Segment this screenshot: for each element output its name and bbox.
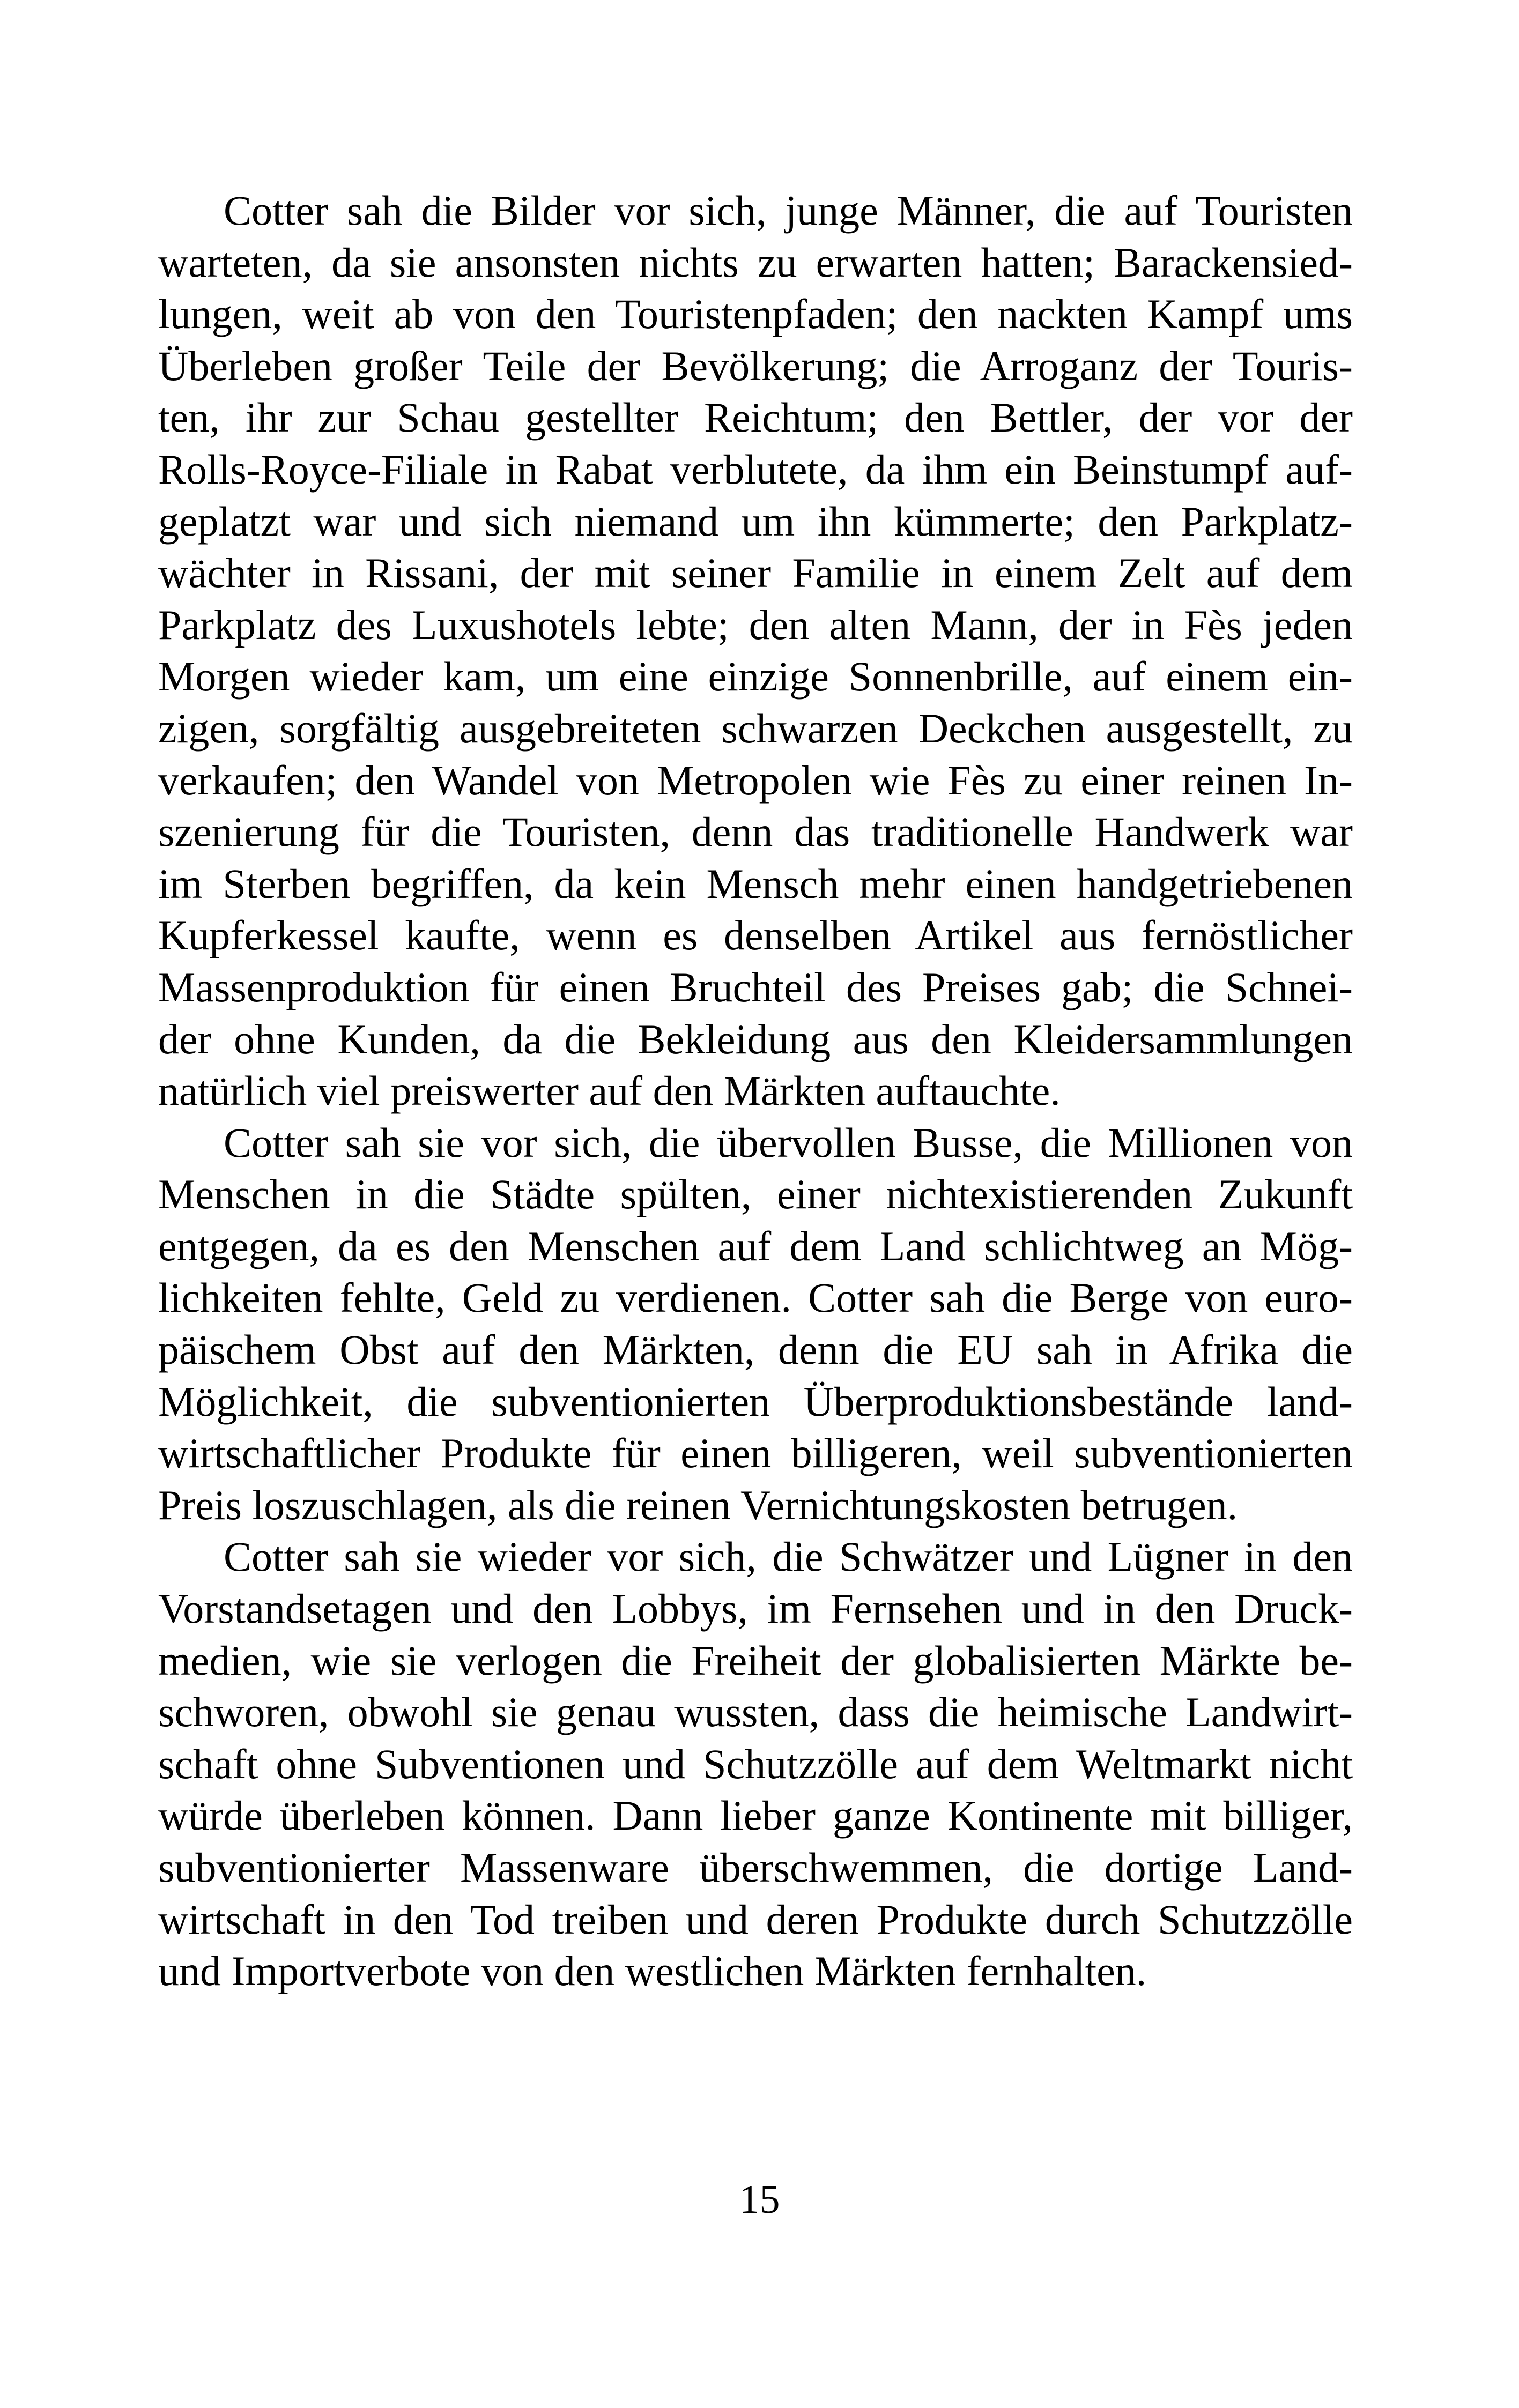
text-line: Menschen in die Städte spülten, einer nichtexistierenden Zukunft xyxy=(158,1171,1353,1218)
text-line: subventionierter Massenware überschwemmen, die dortige Land- xyxy=(158,1844,1353,1891)
text-line: Möglichkeit, die subventionierten Überproduktionsbestände land- xyxy=(158,1378,1353,1425)
text-line: wächter in Rissani, der mit seiner Familie in einem Zelt auf dem xyxy=(158,549,1353,597)
paragraph xyxy=(158,185,1353,1117)
text-line: und Importverbote von den westlichen Märkten fernhalten. xyxy=(158,1948,1147,1995)
text-line: im Sterben begriffen, da kein Mensch mehr einen handgetriebenen xyxy=(158,860,1353,907)
text-line: ten, ihr zur Schau gestellter Reichtum; den Bettler, der vor der xyxy=(158,394,1353,441)
text-line: Massenproduktion für einen Bruchteil des Preises gab; die Schnei- xyxy=(158,963,1353,1010)
text-line: Kupferkessel kaufte, wenn es denselben Artikel aus fernöstlicher xyxy=(158,912,1353,959)
text-line: zigen, sorgfältig ausgebreiteten schwarzen Deckchen ausgestellt, zu xyxy=(158,704,1353,752)
text-line: verkaufen; den Wandel von Metropolen wie Fès zu einer reinen In- xyxy=(158,756,1353,804)
body-text xyxy=(158,185,1353,1997)
text-line: schworen, obwohl sie genau wussten, dass die heimische Landwirt- xyxy=(158,1689,1353,1736)
text-line: der ohne Kunden, da die Bekleidung aus den Kleidersammlungen xyxy=(158,1015,1353,1062)
text-line: natürlich viel preiswerter auf den Märkten auftauchte. xyxy=(158,1067,1061,1114)
text-line: würde überleben können. Dann lieber ganze Kontinente mit billiger, xyxy=(158,1792,1353,1839)
text-line: päischem Obst auf den Märkten, denn die EU sah in Afrika die xyxy=(158,1326,1353,1373)
text-line: wirtschaftlicher Produkte für einen billigeren, weil subventionierten xyxy=(158,1430,1353,1477)
paragraph xyxy=(158,1531,1353,1997)
paragraph xyxy=(158,1117,1353,1532)
text-line: Morgen wieder kam, um eine einzige Sonnenbrille, auf einem ein- xyxy=(158,653,1353,700)
text-line: wirtschaft in den Tod treiben und deren Produkte durch Schutzzölle xyxy=(158,1896,1353,1943)
text-line: Rolls-Royce-Filiale in Rabat verblutete, da ihm ein Beinstumpf auf- xyxy=(158,445,1353,493)
text-line: Cotter sah sie wieder vor sich, die Schwätzer und Lügner in den xyxy=(224,1533,1353,1580)
text-line: Cotter sah sie vor sich, die übervollen Busse, die Millionen von xyxy=(224,1119,1353,1166)
text-line: schaft ohne Subventionen und Schutzzölle auf dem Weltmarkt nicht xyxy=(158,1740,1353,1787)
text-line: lungen, weit ab von den Touristenpfaden; den nackten Kampf ums xyxy=(158,291,1353,338)
text-line: Preis loszuschlagen, als die reinen Vernichtungskosten betrugen. xyxy=(158,1481,1238,1528)
text-line: lichkeiten fehlte, Geld zu verdienen. Cotter sah die Berge von euro- xyxy=(158,1274,1353,1321)
text-line: Überleben großer Teile der Bevölkerung; die Arroganz der Touris- xyxy=(158,342,1353,389)
page-number: 15 xyxy=(739,2177,780,2222)
text-line: geplatzt war und sich niemand um ihn kümmerte; den Parkplatz- xyxy=(158,497,1353,545)
text-line: szenierung für die Touristen, denn das traditionelle Handwerk war xyxy=(158,808,1353,856)
text-line: entgegen, da es den Menschen auf dem Land schlichtweg an Mög- xyxy=(158,1222,1353,1269)
text-line: Vorstandsetagen und den Lobbys, im Fernsehen und in den Druck- xyxy=(158,1585,1353,1632)
text-line: medien, wie sie verlogen die Freiheit der globalisierten Märkte be- xyxy=(158,1637,1353,1684)
text-line: Parkplatz des Luxushotels lebte; den alten Mann, der in Fès jeden xyxy=(158,601,1353,648)
text-line: warteten, da sie ansonsten nichts zu erwarten hatten; Barackensied- xyxy=(158,239,1353,286)
text-line: Cotter sah die Bilder vor sich, junge Männer, die auf Touristen xyxy=(224,187,1353,234)
